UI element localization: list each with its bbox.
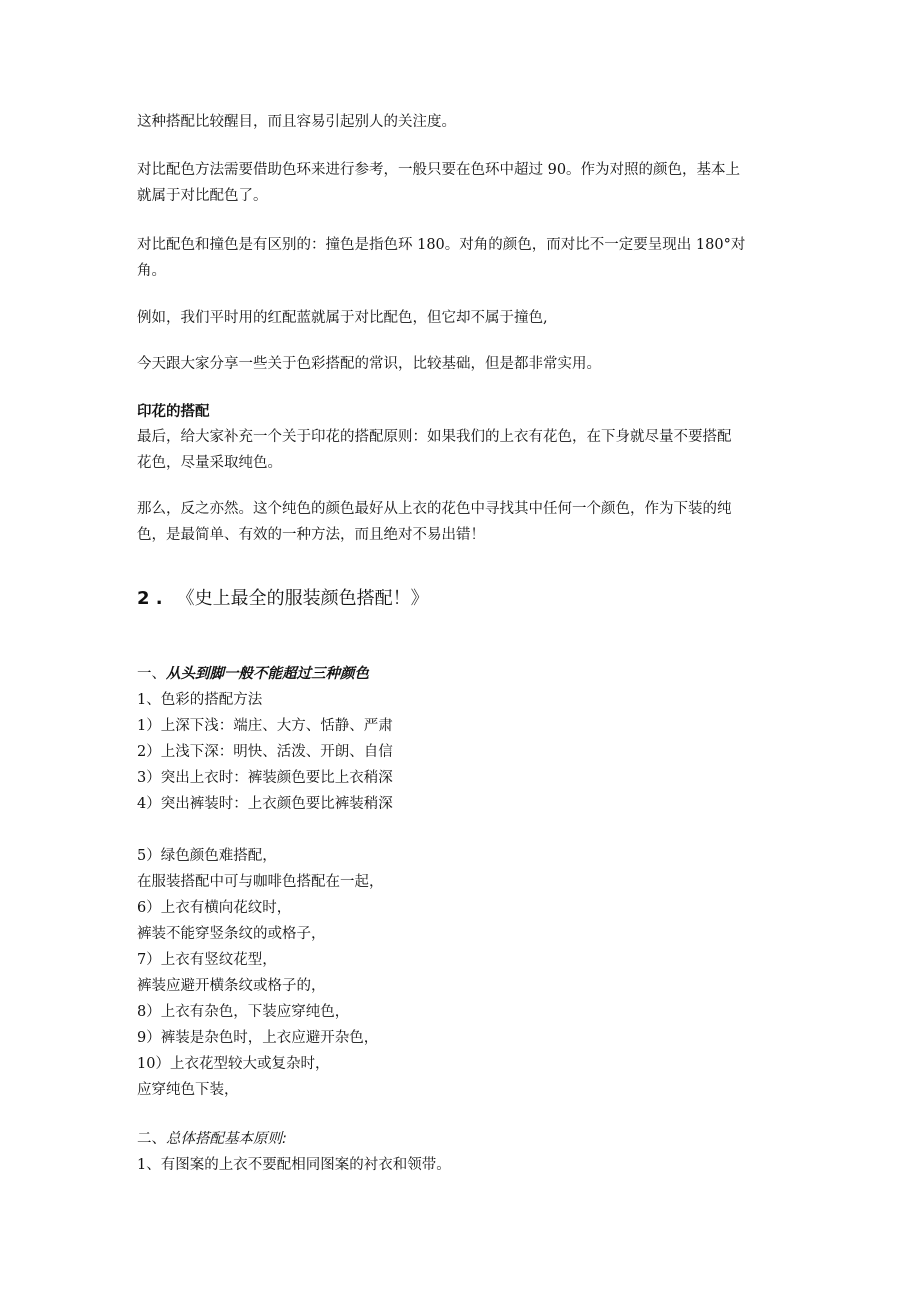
- paragraph-3-line-1: 对比配色和撞色是有区别的：撞色是指色环 180。对角的颜色，而对比不一定要呈现出 180°对: [137, 237, 746, 253]
- paragraph-4: 例如，我们平时用的红配蓝就属于对比配色，但它却不属于撞色,: [137, 310, 548, 326]
- list-item: 10）上衣花型较大或复杂时，: [137, 1056, 330, 1072]
- paragraph-1: 这种搭配比较醒目，而且容易引起别人的关注度。: [137, 114, 456, 130]
- article-2-title-text: 《史上最全的服装颜色搭配！》: [176, 588, 429, 609]
- list-item: 2）上浅下深：明快、活泼、开朗、自信: [137, 744, 393, 760]
- list-item: 应穿纯色下装，: [137, 1082, 239, 1098]
- section-2-prefix: 二、: [137, 1131, 166, 1147]
- paragraph-5: 今天跟大家分享一些关于色彩搭配的常识，比较基础，但是都非常实用。: [137, 356, 601, 372]
- list-item: 3）突出上衣时：裤装颜色要比上衣稍深: [137, 770, 393, 786]
- list-item: 6）上衣有横向花纹时，: [137, 900, 292, 916]
- list-item: 7）上衣有竖纹花型，: [137, 952, 277, 968]
- paragraph-3-line-2: 角。: [137, 263, 166, 279]
- section-1-heading: [137, 661, 369, 687]
- list-item: 1、色彩的搭配方法: [137, 692, 263, 708]
- list-item: 8）上衣有杂色，下装应穿纯色，: [137, 1004, 350, 1020]
- article-2-number: 2 .: [137, 588, 163, 609]
- list-item: 裤装应避开横条纹或格子的，: [137, 978, 326, 994]
- section-2-heading: [137, 1126, 287, 1152]
- section-1-prefix: 一、: [137, 666, 166, 682]
- section-1-title: 从头到脚一般不能超过三种颜色: [166, 666, 369, 682]
- list-item: 1、有图案的上衣不要配相同图案的衬衣和领带。: [137, 1157, 451, 1173]
- list-item: 在服装搭配中可与咖啡色搭配在一起，: [137, 874, 384, 890]
- print-section-heading: 印花的搭配: [137, 404, 210, 420]
- list-item: 5）绿色颜色难搭配，: [137, 848, 277, 864]
- list-item: 裤装不能穿竖条纹的或格子，: [137, 926, 326, 942]
- list-item: 9）裤装是杂色时，上衣应避开杂色，: [137, 1030, 379, 1046]
- list-item: 4）突出裤装时：上衣颜色要比裤装稍深: [137, 796, 393, 812]
- print-section-line-2: 花色，尽量采取纯色。: [137, 455, 282, 471]
- print-section-line-3: 那么，反之亦然。这个纯色的颜色最好从上衣的花色中寻找其中任何一个颜色，作为下装的纯: [137, 501, 732, 517]
- list-item: 1）上深下浅：端庄、大方、恬静、严肃: [137, 718, 393, 734]
- article-2-title: [137, 585, 429, 613]
- print-section-line-1: 最后，给大家补充一个关于印花的搭配原则：如果我们的上衣有花色，在下身就尽量不要搭配: [137, 429, 732, 445]
- section-2-title: 总体搭配基本原则:: [166, 1131, 287, 1147]
- paragraph-2-line-1: 对比配色方法需要借助色环来进行参考，一般只要在色环中超过 90。作为对照的颜色，基本上: [137, 162, 741, 178]
- print-section-line-4: 色，是最简单、有效的一种方法，而且绝对不易出错！: [137, 527, 485, 543]
- paragraph-2-line-2: 就属于对比配色了。: [137, 188, 268, 204]
